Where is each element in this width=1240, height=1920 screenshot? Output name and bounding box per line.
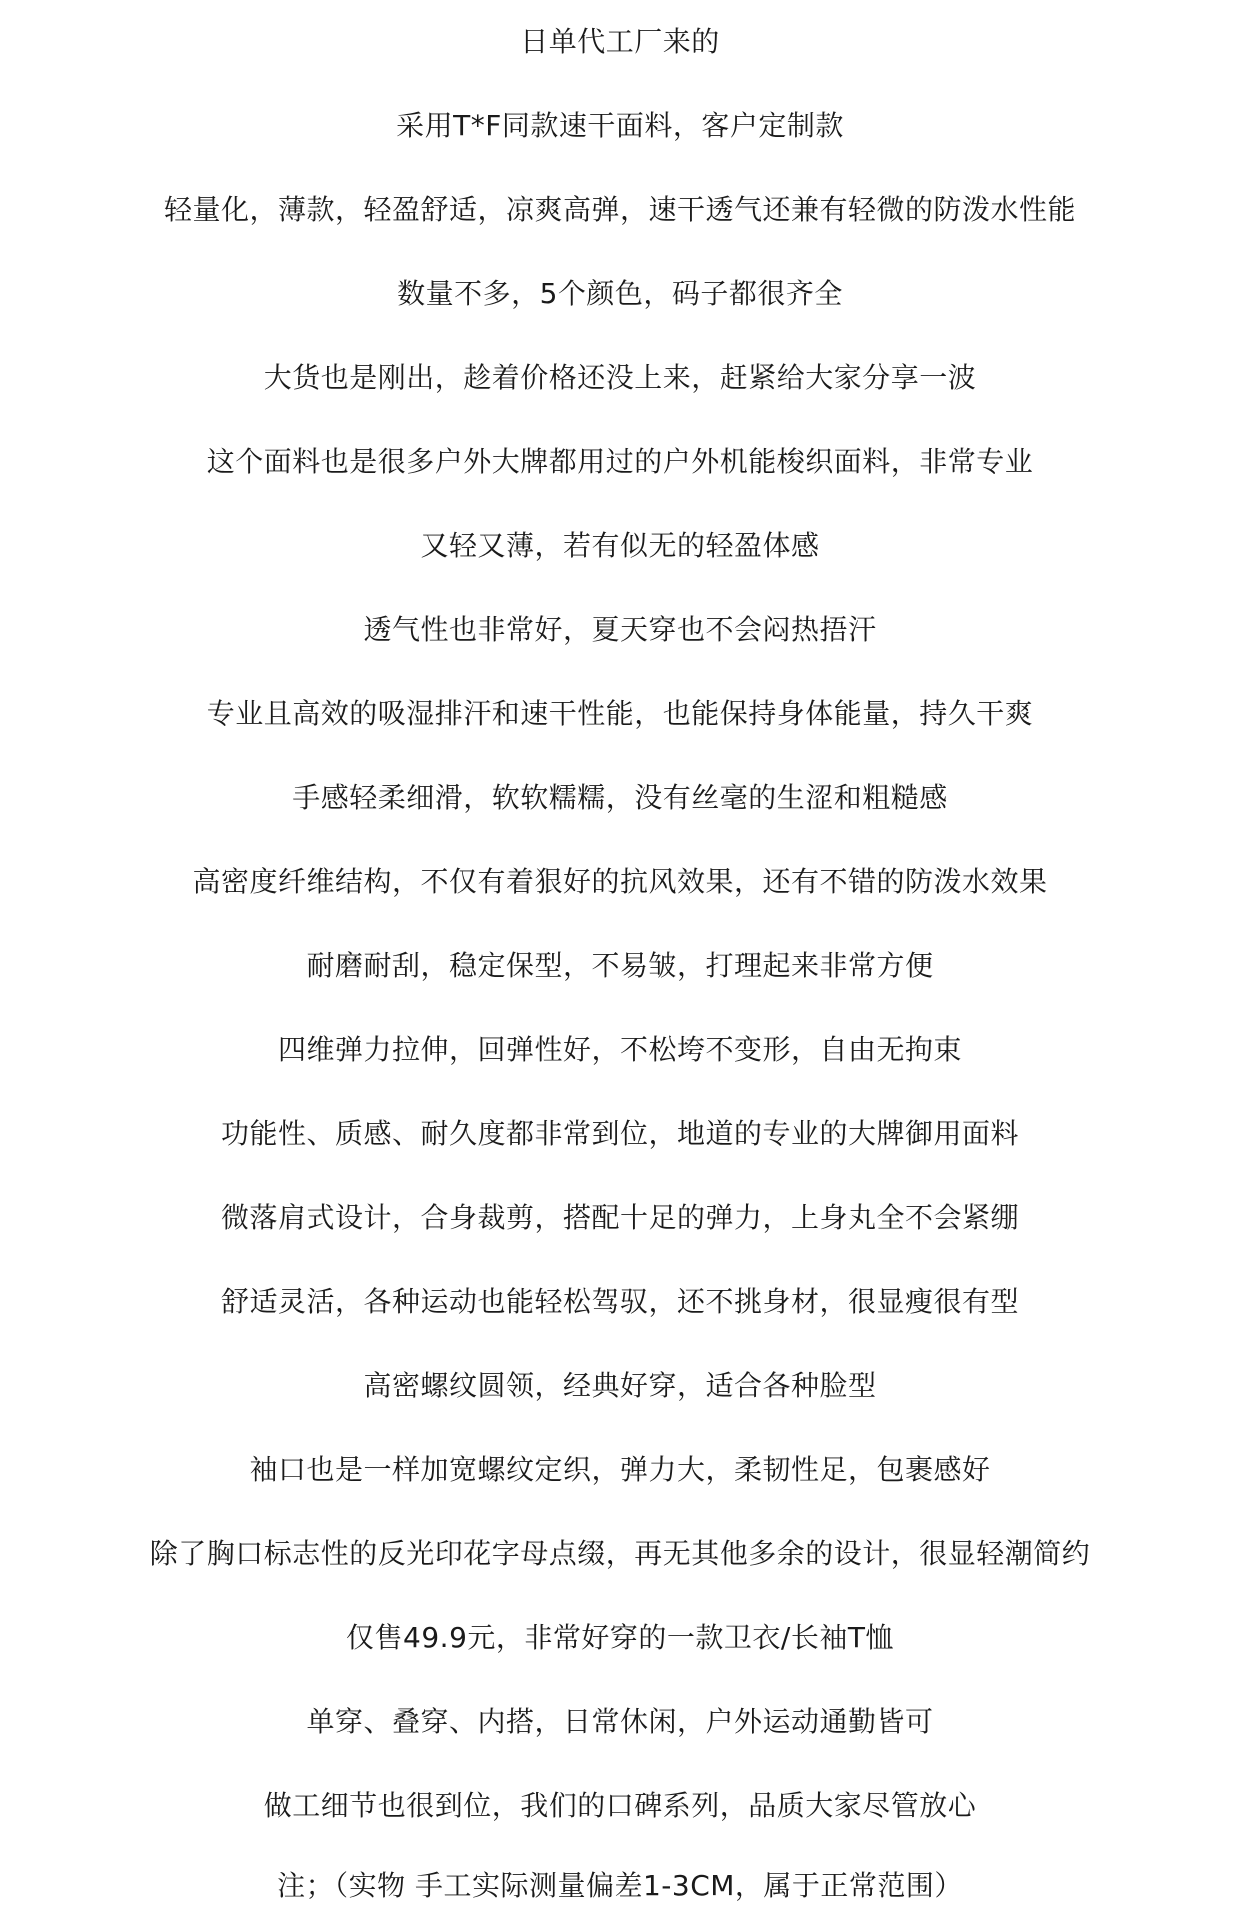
text-line: 耐磨耐刮，稳定保型，不易皱，打理起来非常方便	[306, 949, 934, 982]
text-line: 功能性、质感、耐久度都非常到位，地道的专业的大牌御用面料	[220, 1117, 1019, 1150]
text-line: 微落肩式设计，合身裁剪，搭配十足的弹力，上身丸全不会紧绷	[220, 1201, 1019, 1234]
text-line: 日单代工厂来的	[520, 25, 720, 58]
text-line: 注；（实物 手工实际测量偏差1-3CM，属于正常范围）	[277, 1869, 963, 1902]
text-line: 透气性也非常好，夏天穿也不会闷热捂汗	[363, 613, 877, 646]
text-line: 四维弹力拉伸，回弹性好，不松垮不变形，自由无拘束	[277, 1033, 962, 1066]
text-line: 单穿、叠穿、内搭，日常休闲，户外运动通勤皆可	[306, 1705, 934, 1738]
text-line: 采用T*F同款速干面料，客户定制款	[396, 109, 844, 142]
text-line: 数量不多，5个颜色，码子都很齐全	[397, 277, 843, 310]
text-line: 仅售49.9元，非常好穿的一款卫衣/长袖T恤	[346, 1621, 894, 1654]
text-line: 高密螺纹圆领，经典好穿，适合各种脸型	[363, 1369, 877, 1402]
text-line: 做工细节也很到位，我们的口碑系列，品质大家尽管放心	[263, 1789, 977, 1822]
text-line: 专业且高效的吸湿排汗和速干性能，也能保持身体能量，持久干爽	[206, 697, 1034, 730]
text-line: 袖口也是一样加宽螺纹定织，弹力大，柔韧性足，包裹感好	[249, 1453, 991, 1486]
text-line: 大货也是刚出，趁着价格还没上来，赶紧给大家分享一波	[263, 361, 977, 394]
text-line: 这个面料也是很多户外大牌都用过的户外机能梭织面料，非常专业	[206, 445, 1034, 478]
text-line: 又轻又薄，若有似无的轻盈体感	[420, 529, 820, 562]
text-line: 高密度纤维结构，不仅有着狠好的抗风效果，还有不错的防泼水效果	[192, 865, 1048, 898]
text-line: 手感轻柔细滑，软软糯糯，没有丝毫的生涩和粗糙感	[292, 781, 948, 814]
text-line: 轻量化，薄款，轻盈舒适，凉爽高弹，速干透气还兼有轻微的防泼水性能	[163, 193, 1076, 226]
text-line: 舒适灵活，各种运动也能轻松驾驭，还不挑身材，很显瘦很有型	[220, 1285, 1019, 1318]
text-line: 除了胸口标志性的反光印花字母点缀，再无其他多余的设计，很显轻潮简约	[149, 1537, 1091, 1570]
